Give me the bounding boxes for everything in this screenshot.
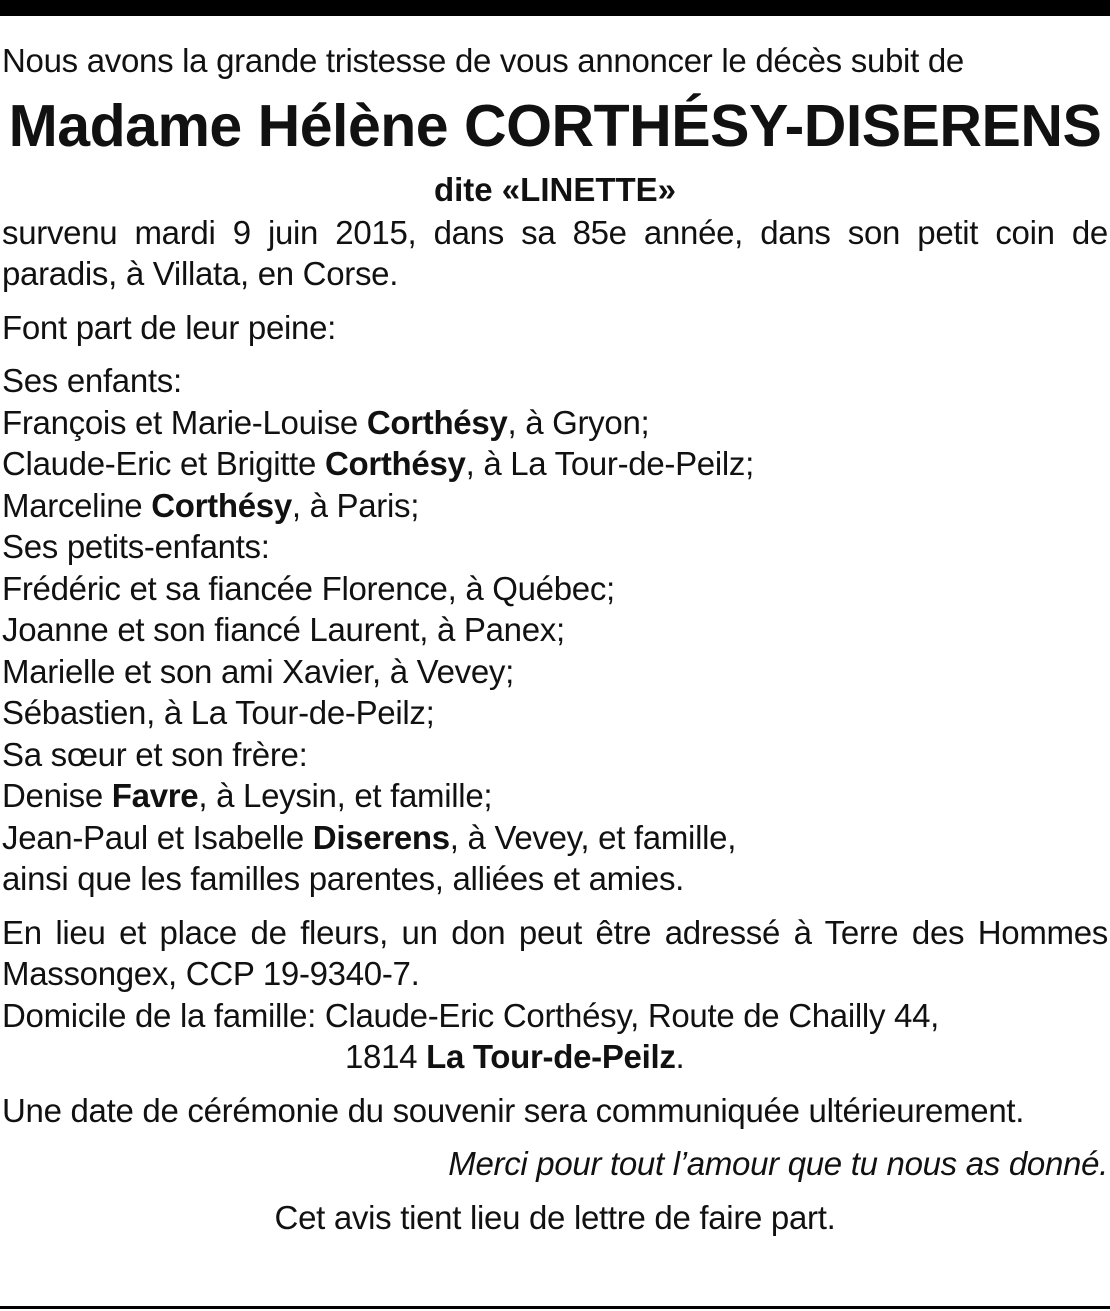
- closing-text: Cet avis tient lieu de lettre de faire part.: [274, 1198, 836, 1236]
- domicile-address: 1814 La Tour-de-Peilz.: [345, 1038, 685, 1075]
- families-text: ainsi que les familles parentes, alliées et amies.: [2, 860, 685, 897]
- domicile-text: Domicile de la famille: Claude-Eric Corthésy, Route de Chailly 44,: [2, 996, 939, 1034]
- share-grief-text: Font part de leur peine:: [2, 308, 337, 346]
- siblings-heading: Sa sœur et son frère:: [2, 735, 308, 773]
- deceased-name: Madame Hélène CORTHÉSY-DISERENS: [8, 92, 1102, 159]
- donation-text: En lieu et place de fleurs, un don peut être adressé à Terre des Hommes Massongex, CCP 19-9340-7.: [2, 913, 1108, 992]
- nickname: dite «LINETTE»: [433, 170, 677, 208]
- bottom-rule: [0, 1306, 1110, 1309]
- obituary-notice: [2, 40, 1108, 1238]
- family-list: [2, 360, 1108, 900]
- child-entry: Claude-Eric et Brigitte Corthésy, à La Tour-de-Peilz;: [2, 445, 754, 482]
- grandchild-entry: Sébastien, à La Tour-de-Peilz;: [2, 694, 435, 731]
- top-rule: [0, 0, 1110, 16]
- sibling-entry: Jean-Paul et Isabelle Diserens, à Vevey, et famille,: [2, 818, 737, 856]
- intro-text: Nous avons la grande tristesse de vous annoncer le décès subit de: [2, 42, 964, 79]
- grandchild-entry: Marielle et son ami Xavier, à Vevey;: [2, 652, 514, 690]
- ceremony-text: Une date de cérémonie du souvenir sera communiquée ultérieurement.: [2, 1091, 1025, 1129]
- grandchild-entry: Joanne et son fiancé Laurent, à Panex;: [2, 611, 565, 648]
- child-entry: Marceline Corthésy, à Paris;: [2, 486, 420, 524]
- grandchildren-heading: Ses petits-enfants:: [2, 528, 270, 565]
- death-text: survenu mardi 9 juin 2015, dans sa 85e année, dans son petit coin de paradis, à Villata, en Corse.: [2, 213, 1108, 292]
- thanks-text: Merci pour tout l’amour que tu nous as donné.: [448, 1145, 1108, 1182]
- child-entry: François et Marie-Louise Corthésy, à Gryon;: [2, 403, 650, 441]
- children-heading: Ses enfants:: [2, 362, 182, 399]
- sibling-entry: Denise Favre, à Leysin, et famille;: [2, 777, 493, 814]
- grandchild-entry: Frédéric et sa fiancée Florence, à Québec;: [2, 569, 615, 607]
